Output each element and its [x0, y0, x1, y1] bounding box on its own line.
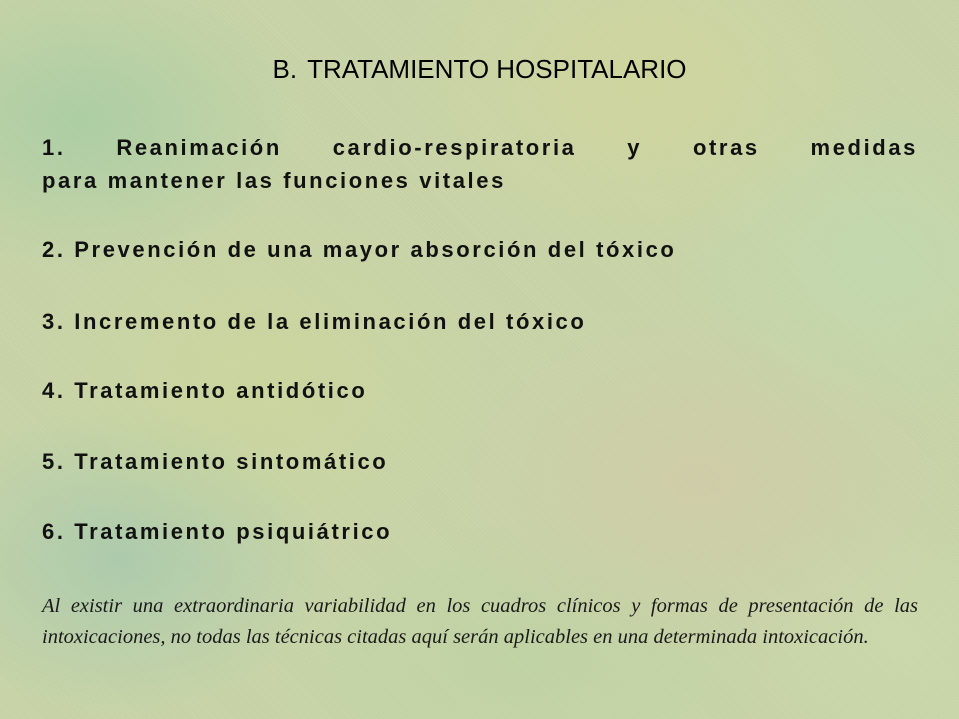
list-item-1-line-2: para mantener las funciones vitales [42, 168, 506, 193]
list-item-1-line-1: 1. Reanimación cardio-respiratoria y otras medidas [42, 135, 918, 160]
title-prefix: B. [272, 54, 298, 84]
list-item-4: 4. Tratamiento antidótico [42, 378, 368, 403]
list-item-6: 6. Tratamiento psiquiátrico [42, 519, 393, 544]
list-item-5: 5. Tratamiento sintomático [42, 449, 389, 474]
footnote: Al existir una extraordinaria variabilidad en los cuadros clínicos y formas de presentación de las intoxicaciones, no todas las técnicas citadas aquí serán aplicables en una determinada intoxicación. [42, 595, 918, 648]
title-text: TRATAMIENTO HOSPITALARIO [307, 54, 687, 84]
slide-title [0, 54, 959, 85]
list-item-1 [42, 131, 918, 197]
list-item-3: 3. Incremento de la eliminación del tóxico [42, 309, 587, 334]
list-item-2: 2. Prevención de una mayor absorción del tóxico [42, 237, 677, 262]
